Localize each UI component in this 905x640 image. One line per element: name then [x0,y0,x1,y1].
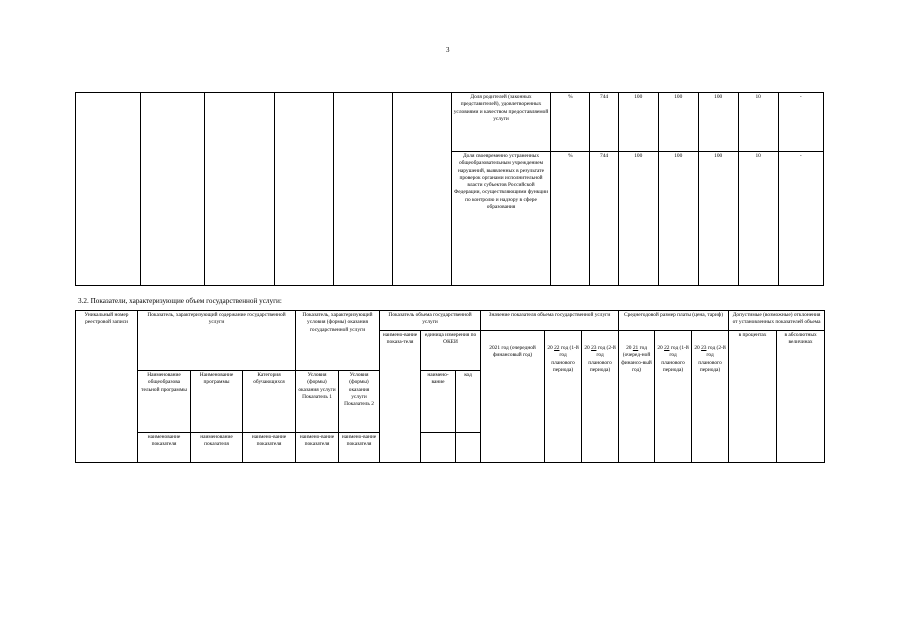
header-fee-year1: 20 21 год (очеред-ной финансо-вый год) [619,331,655,463]
indicator-value: 100 [658,151,698,285]
volume-indicators-table [75,310,825,463]
header-row [76,311,825,331]
header-volume: Показатель объема государственной услуги [380,311,481,331]
quality-indicators-table [75,92,824,286]
header-unit-name: наимено-вание [421,371,456,433]
indicator-deviation-pct: 10 [738,93,778,152]
header-value: Значение показателя объема государственной услуги [481,311,619,331]
header-category: Категория обучающихся [243,371,296,433]
indicator-deviation-abs: - [778,93,823,152]
indicator-deviation-pct: 10 [738,151,778,285]
header-value-year3: 20 23 год (2-й год планового периода) [582,331,619,463]
section-title: 3.2. Показатели, характеризующие объем государственной услуги: [78,297,282,305]
header-unit-code: код [456,371,481,433]
indicator-name: Доля своевременно устраненных общеобразовательным учреждением нарушений, выявленных в результате проверок органами исполнительной власти субъектов Российской Федерации, осуществляющими функции по контролю и надзору в сфере образования [451,151,551,285]
indicator-value: 100 [698,93,738,152]
page-number: 3 [446,46,450,54]
field-label: наименование показателя [191,433,243,463]
header-volume-unit: единица измерения по ОКЕИ [421,331,481,371]
header-program: Наименование программы [191,371,243,433]
header-deviation: Допустимые (возможные) отклонения от установленных показателей объема [729,311,825,331]
header-fee-year3: 20 23 год (2-й год планового периода) [692,331,729,463]
field-label: наименование показателя [138,433,191,463]
header-deviation-abs: в абсолютных величинах [777,331,825,463]
indicator-value: 100 [618,151,658,285]
header-content: Показатель, характеризующий содержание государственной услуги [138,311,296,371]
indicator-unit: % [551,93,590,152]
header-condition-1: Условия (формы) оказания услуги Показатель 1 [296,371,339,433]
table-row [76,93,824,152]
header-condition-2: Условия (формы) оказания услуги Показатель 2 [339,371,380,433]
header-deviation-pct: в процентах [729,331,777,463]
indicator-code: 744 [590,93,618,152]
indicator-value: 100 [658,93,698,152]
header-fee-year2: 20 22 год (1-й год планового периода) [655,331,692,463]
indicator-value: 100 [698,151,738,285]
field-label: наимено-вание показателя [243,433,296,463]
header-fee: Среднегодовой размер платы (цена, тариф) [619,311,729,331]
header-conditions: Показатель, характеризующий условия (формы) оказания государственной услуги [296,311,380,371]
header-volume-name: наимено-вание показа-теля [380,331,421,463]
indicator-unit: % [551,151,590,285]
header-value-2021: 2021 год (очередной финансовый год) [481,331,545,463]
field-label: наимено-вание показателя [339,433,380,463]
indicator-code: 744 [590,151,618,285]
indicator-name: Доля родителей (законных представителей), удовлетворенных условиями и качеством предоставляемой услуги [451,93,551,152]
indicator-deviation-abs: - [778,151,823,285]
header-unique-number: Уникальный номер реестровой записи [76,311,138,463]
header-program-name: Наименование общеобразова тельной программы [138,371,191,433]
field-label: наимено-вание показателя [296,433,339,463]
indicator-value: 100 [618,93,658,152]
header-value-year2: 20 22 год (1-й год планового периода) [545,331,582,463]
